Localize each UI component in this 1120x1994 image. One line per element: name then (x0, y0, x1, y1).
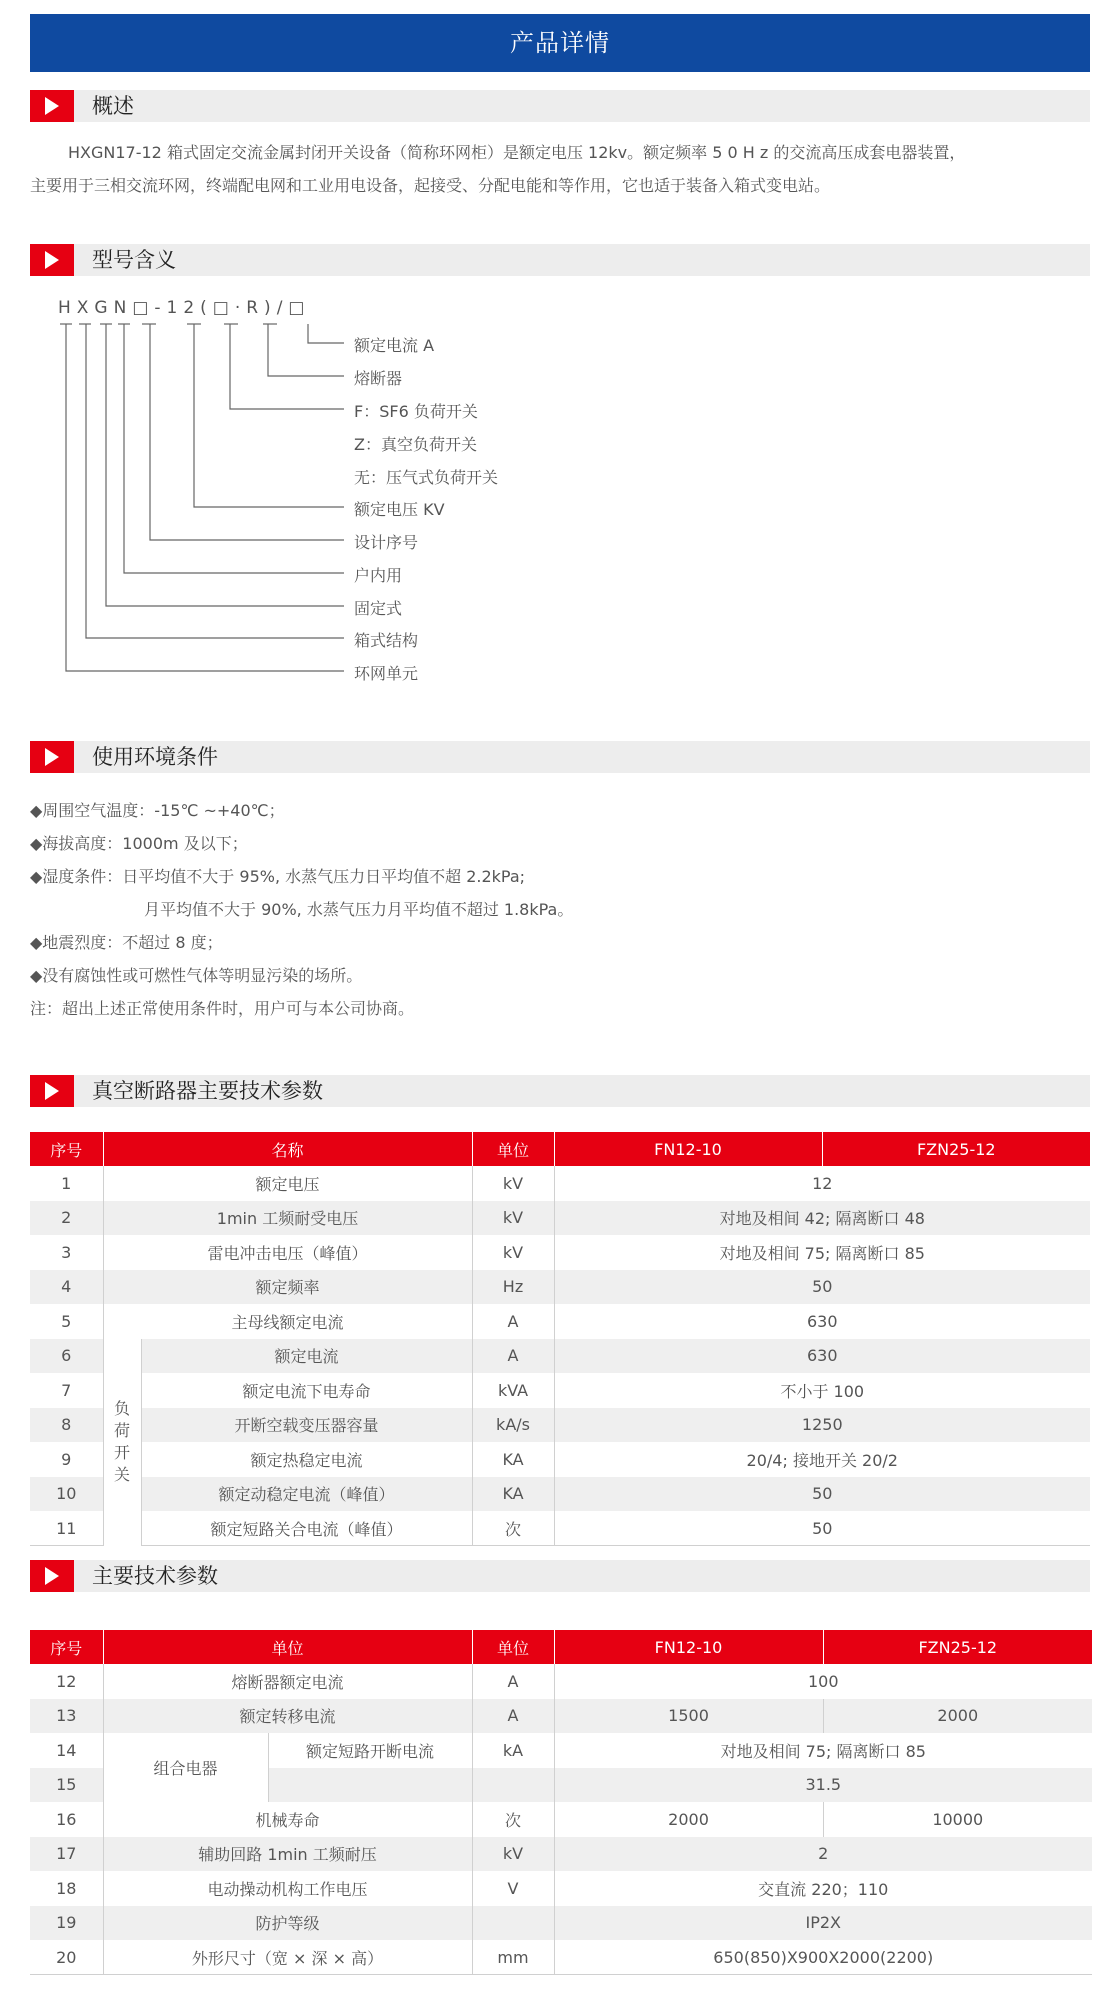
env-item: 月平均值不大于 90%, 水蒸气压力月平均值不超过 1.8kPa。 (144, 900, 574, 919)
cell-value: 650(850)X900X2000(2200) (554, 1940, 1092, 1975)
table-row (30, 1373, 1090, 1408)
cell-unit: Hz (472, 1270, 554, 1305)
col-header-no: 序号 (30, 1630, 103, 1664)
cell-unit: 次 (472, 1511, 554, 1546)
section-header-vcb (30, 1075, 1090, 1107)
model-label: 无：压气式负荷开关 (354, 468, 499, 487)
model-code: HXGN□-12(□·R)/□ (58, 298, 311, 318)
table-row (30, 1339, 1090, 1374)
cell-unit: A (472, 1339, 554, 1374)
cell-unit: 次 (472, 1802, 554, 1837)
section-title: 主要技术参数 (92, 1564, 218, 1588)
play-icon (30, 1075, 74, 1107)
cell-unit: A (472, 1699, 554, 1734)
table-row (30, 1408, 1090, 1443)
section-title: 使用环境条件 (92, 745, 218, 769)
col-header-model-a: FN12-10 (554, 1132, 822, 1166)
cell-value: 630 (554, 1339, 1090, 1374)
cell-unit: A (472, 1304, 554, 1339)
cell-no: 15 (30, 1768, 103, 1803)
col-header-no: 序号 (30, 1132, 103, 1166)
table-header-row (30, 1630, 1092, 1664)
cell-unit: A (472, 1664, 554, 1699)
cell-value: 1250 (554, 1408, 1090, 1443)
cell-name: 外形尺寸（宽 × 深 × 高） (103, 1940, 472, 1975)
table-row (30, 1235, 1090, 1270)
cell-name: 额定电压 (103, 1166, 472, 1201)
cell-name: 额定电流 (141, 1339, 472, 1374)
cell-unit: kV (472, 1201, 554, 1236)
cell-name: 额定转移电流 (103, 1699, 472, 1734)
col-header-unit: 单位 (472, 1132, 554, 1166)
cell-no: 10 (30, 1477, 103, 1512)
cell-no: 8 (30, 1408, 103, 1443)
cell-no: 19 (30, 1906, 103, 1941)
table-row (30, 1664, 1092, 1699)
table-row (30, 1442, 1090, 1477)
section-header-main (30, 1560, 1090, 1592)
cell-name: 辅助回路 1min 工频耐压 (103, 1837, 472, 1872)
cell-name: 电动操动机构工作电压 (103, 1871, 472, 1906)
cell-value: 31.5 (554, 1768, 1092, 1803)
cell-unit: V (472, 1871, 554, 1906)
cell-value: 交直流 220；110 (758, 1879, 889, 1899)
cell-no: 9 (30, 1442, 103, 1477)
cell-unit: kV (472, 1837, 554, 1872)
cell-value: 不小于 100 (780, 1381, 865, 1401)
group-label-combined: 组合电器 (103, 1733, 268, 1802)
env-item: ◆海拔高度：1000m 及以下； (30, 834, 248, 853)
table-row (30, 1802, 1092, 1837)
table-row (30, 1270, 1090, 1305)
cell-no: 17 (30, 1837, 103, 1872)
cell-no: 18 (30, 1871, 103, 1906)
model-label: 户内用 (354, 566, 403, 585)
cell-unit: kVA (472, 1373, 554, 1408)
env-item: ◆地震烈度：不超过 8 度； (30, 933, 223, 952)
main-table (30, 1630, 1092, 1975)
cell-no: 6 (30, 1339, 103, 1374)
table-row (30, 1511, 1090, 1546)
cell-no: 3 (30, 1235, 103, 1270)
table-row (30, 1201, 1090, 1236)
cell-value: 50 (554, 1477, 1090, 1512)
env-item: ◆湿度条件：日平均值不大于 95%, 水蒸气压力日平均值不超 2.2kPa; (30, 867, 526, 886)
cell-value: 2000 (554, 1802, 823, 1837)
model-label: F：SF6 负荷开关 (354, 402, 478, 421)
group-label-text: 负荷开关 (113, 1399, 130, 1484)
cell-no: 16 (30, 1802, 103, 1837)
cell-unit (472, 1906, 554, 1941)
cell-value: 对地及相间 75; 隔离断口 85 (720, 1741, 926, 1761)
table-header-row (30, 1132, 1090, 1166)
table-row (30, 1477, 1090, 1512)
cell-no: 2 (30, 1201, 103, 1236)
table-row (30, 1733, 1092, 1768)
play-icon (30, 741, 74, 773)
model-tree-lines (0, 0, 1120, 700)
section-title: 概述 (92, 94, 134, 118)
cell-value: 630 (806, 1311, 838, 1331)
cell-name (268, 1768, 472, 1803)
model-label: 额定电压 KV (354, 500, 445, 519)
cell-no: 1 (30, 1166, 103, 1201)
table-row (30, 1940, 1092, 1975)
table-row (30, 1166, 1090, 1201)
cell-name: 开断空载变压器容量 (141, 1408, 472, 1443)
table-row (30, 1837, 1092, 1872)
cell-value: 对地及相间 75; 隔离断口 85 (719, 1243, 925, 1263)
model-label: 额定电流 A (354, 336, 435, 355)
cell-value: 20/4; 接地开关 20/2 (746, 1450, 898, 1470)
cell-no: 4 (30, 1270, 103, 1305)
cell-unit (472, 1768, 554, 1803)
cell-name: 额定热稳定电流 (141, 1442, 472, 1477)
cell-no: 11 (30, 1511, 103, 1546)
cell-value: 12 (812, 1173, 833, 1193)
cell-value: 10000 (932, 1809, 984, 1829)
cell-name: 额定短路开断电流 (268, 1733, 472, 1768)
cell-value: IP2X (554, 1906, 1092, 1941)
cell-no: 14 (30, 1733, 103, 1768)
cell-unit: kA (472, 1733, 554, 1768)
cell-unit: kV (472, 1166, 554, 1201)
env-item: ◆没有腐蚀性或可燃性气体等明显污染的场所。 (30, 966, 363, 985)
model-label: 熔断器 (354, 369, 403, 388)
section-header-env (30, 741, 1090, 773)
cell-value: 50 (554, 1511, 1090, 1546)
group-label-load-switch (103, 1339, 141, 1546)
cell-no: 12 (30, 1664, 103, 1699)
col-header-model-a: FN12-10 (554, 1630, 823, 1664)
cell-value: 1500 (554, 1699, 823, 1734)
env-item: 注：超出上述正常使用条件时，用户可与本公司协商。 (30, 999, 415, 1018)
cell-unit: mm (472, 1940, 554, 1975)
cell-value: 2 (554, 1837, 1092, 1872)
cell-no: 13 (30, 1699, 103, 1734)
section-title: 型号含义 (92, 248, 176, 272)
cell-name: 额定频率 (103, 1270, 472, 1305)
cell-name: 防护等级 (103, 1906, 472, 1941)
cell-name: 1min 工频耐受电压 (103, 1201, 472, 1236)
play-icon (30, 1560, 74, 1592)
cell-no: 5 (30, 1304, 103, 1339)
cell-unit: kV (472, 1235, 554, 1270)
model-label: Z：真空负荷开关 (354, 435, 477, 454)
cell-unit: KA (472, 1442, 554, 1477)
table-row (30, 1906, 1092, 1941)
section-title: 真空断路器主要技术参数 (92, 1079, 323, 1103)
cell-name: 雷电冲击电压（峰值） (103, 1235, 472, 1270)
cell-value: 对地及相间 42; 隔离断口 48 (554, 1201, 1090, 1236)
cell-unit: KA (472, 1477, 554, 1512)
cell-value: 2000 (823, 1699, 1092, 1734)
cell-name: 额定电流下电寿命 (141, 1373, 472, 1408)
overview-line: 主要用于三相交流环网，终端配电网和工业用电设备，起接受、分配电能和等作用，它也适于装备入箱式变电站。 (30, 176, 831, 195)
cell-name: 机械寿命 (103, 1802, 472, 1837)
env-item: ◆周围空气温度：-15℃ ~+40℃； (30, 801, 285, 820)
banner-title: 产品详情 (510, 29, 610, 57)
cell-no: 7 (30, 1373, 103, 1408)
col-header-name: 单位 (103, 1630, 472, 1664)
model-label: 箱式结构 (354, 631, 419, 650)
cell-value: 50 (554, 1270, 1090, 1305)
overview-line: HXGN17-12 箱式固定交流金属封闭开关设备（简称环网柜）是额定电压 12kv。额定频率 5 0 H z 的交流高压成套电器装置， (68, 143, 966, 162)
col-header-name: 名称 (103, 1132, 472, 1166)
col-header-model-b: FZN25-12 (823, 1630, 1092, 1664)
cell-value: 100 (807, 1671, 839, 1691)
table-row (30, 1699, 1092, 1734)
cell-name: 额定动稳定电流（峰值） (141, 1477, 472, 1512)
model-label: 环网单元 (354, 664, 419, 683)
vcb-table (30, 1132, 1090, 1546)
cell-no: 20 (30, 1940, 103, 1975)
table-row (30, 1304, 1090, 1339)
cell-name: 熔断器额定电流 (103, 1664, 472, 1699)
col-header-model-b: FZN25-12 (822, 1132, 1090, 1166)
cell-unit: kA/s (472, 1408, 554, 1443)
cell-name: 主母线额定电流 (103, 1304, 472, 1339)
model-label: 设计序号 (354, 533, 419, 552)
cell-name: 额定短路关合电流（峰值） (141, 1511, 472, 1546)
table-row (30, 1871, 1092, 1906)
model-label: 固定式 (354, 599, 403, 618)
col-header-unit: 单位 (472, 1630, 554, 1664)
